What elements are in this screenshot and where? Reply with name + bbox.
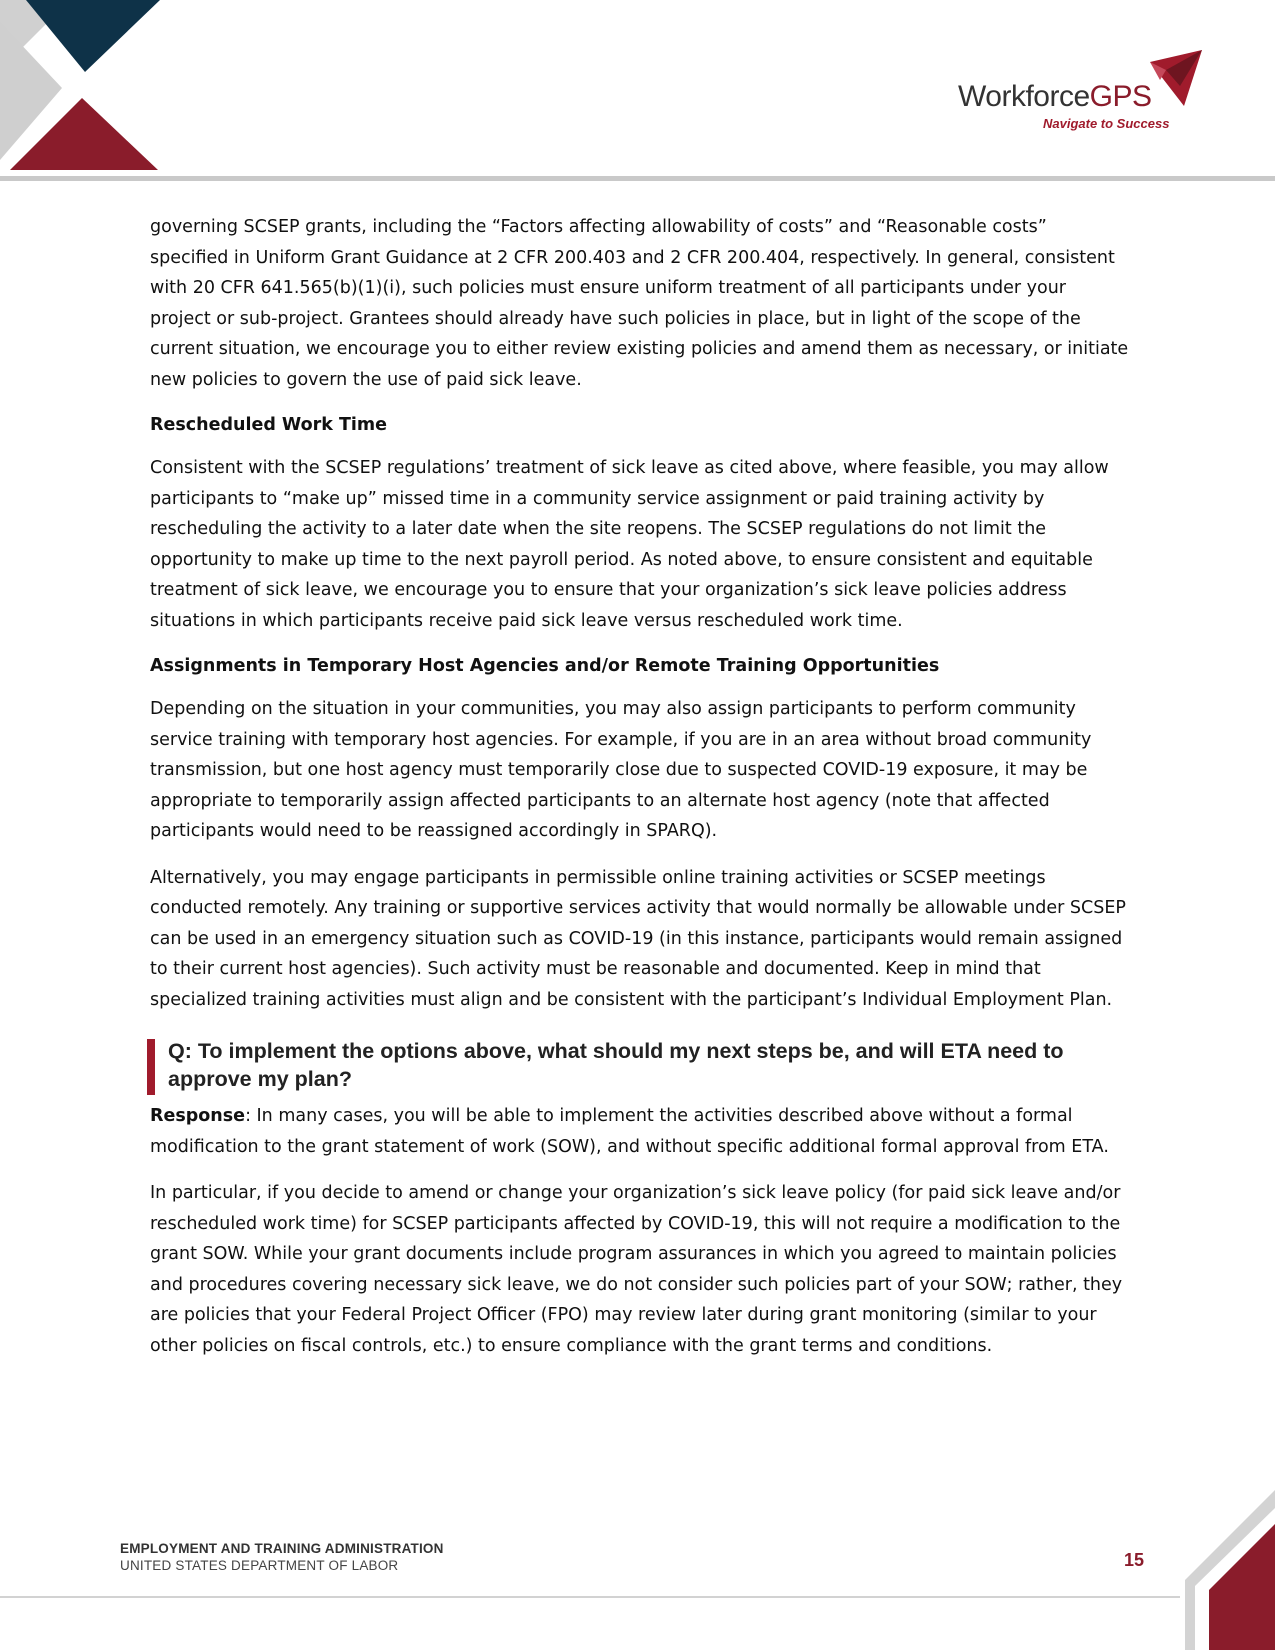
paragraph-rescheduled-work-time: Consistent with the SCSEP regulations’ treatment of sick leave as cited above, where feasible, you may allow participants to “make up” missed time in a community service assignment or paid training activity by rescheduling the activity to a later date when the site reopens. The SCSEP regulations do not limit the opportunity to make up time to the next payroll period. As noted above, to ensure consistent and equitable treatment of sick leave, we encourage you to ensure that your organization’s sick leave policies address situations in which participants receive paid sick leave versus rescheduled work time. bbox=[150, 458, 1109, 631]
paragraph-remote-training: Alternatively, you may engage participants in permissible online training activities or SCSEP meetings conducted remotely. Any training or supportive services activity that would normally be allowable under SCSEP can be used in an emergency situation such as COVID-19 (in this instance, participants would remain assigned to their current host agencies). Such activity must be reasonable and documented. Keep in mind that specialized training activities must align and be consistent with the participant’s Individual Employment Plan. bbox=[150, 867, 1126, 1010]
question-accent-bar bbox=[147, 1039, 155, 1095]
paragraph-temporary-host-agencies: Depending on the situation in your communities, you may also assign participants to perform community service training with temporary host agencies. For example, if you are in an area without broad community transmission, but one host agency must temporarily close due to suspected COVID-19 exposure, it may be appropriate to temporarily assign affected participants to an alternate host agency (note that affected participants would need to be reassigned accordingly in SPARQ). bbox=[150, 699, 1092, 841]
heading-rescheduled-work-time: Rescheduled Work Time bbox=[150, 415, 388, 435]
response-text: : In many cases, you will be able to implement the activities described above without a formal modification to the grant statement of work (SOW), and without specific additional formal approval from ETA. bbox=[150, 1106, 1109, 1157]
header-divider bbox=[0, 176, 1275, 181]
paragraph-response bbox=[150, 1101, 1130, 1162]
footer-org-line2: UNITED STATES DEPARTMENT OF LABOR bbox=[120, 1558, 399, 1573]
response-label: Response bbox=[150, 1106, 246, 1126]
heading-temporary-host-agencies: Assignments in Temporary Host Agencies and/or Remote Training Opportunities bbox=[150, 656, 940, 676]
question-text: Q: To implement the options above, what should my next steps be, and will ETA need to approve my plan? bbox=[168, 1039, 1064, 1091]
document-body bbox=[150, 212, 1130, 1377]
bottom-right-corner-decoration bbox=[1165, 1490, 1275, 1650]
top-left-corner-decoration bbox=[0, 0, 170, 180]
logo-tagline: Navigate to Success bbox=[1043, 116, 1170, 131]
paragraph-sick-leave-policy: In particular, if you decide to amend or change your organization’s sick leave policy (for paid sick leave and/or rescheduled work time) for SCSEP participants affected by COVID-19, this will not require a modification to the grant SOW. While your grant documents include program assurances in which you agreed to maintain policies and procedures covering necessary sick leave, we do not consider such policies part of your SOW; rather, they are policies that your Federal Project Officer (FPO) may review later during grant monitoring (similar to your other policies on fiscal controls, etc.) to ensure compliance with the grant terms and conditions. bbox=[150, 1183, 1123, 1356]
workforcegps-logo bbox=[958, 50, 1203, 135]
footer-organization bbox=[120, 1540, 444, 1574]
logo-wordmark: WorkforceGPS bbox=[958, 80, 1152, 113]
footer-org-line1: EMPLOYMENT AND TRAINING ADMINISTRATION bbox=[120, 1541, 444, 1556]
logo-arrow-icon bbox=[1150, 50, 1202, 112]
question-heading bbox=[150, 1037, 1130, 1093]
paragraph-policies: governing SCSEP grants, including the “Factors affecting allowability of costs” and “Reasonable costs” specified in Uniform Grant Guidance at 2 CFR 200.403 and 2 CFR 200.404, respectively. In general, consistent with 20 CFR 641.565(b)(1)(i), such policies must ensure uniform treatment of all participants under your project or sub-project. Grantees should already have such policies in place, but in light of the scope of the current situation, we encourage you to either review existing policies and amend them as necessary, or initiate new policies to govern the use of paid sick leave. bbox=[150, 217, 1129, 390]
page-number: 15 bbox=[1124, 1550, 1145, 1570]
footer-divider bbox=[0, 1596, 1180, 1598]
